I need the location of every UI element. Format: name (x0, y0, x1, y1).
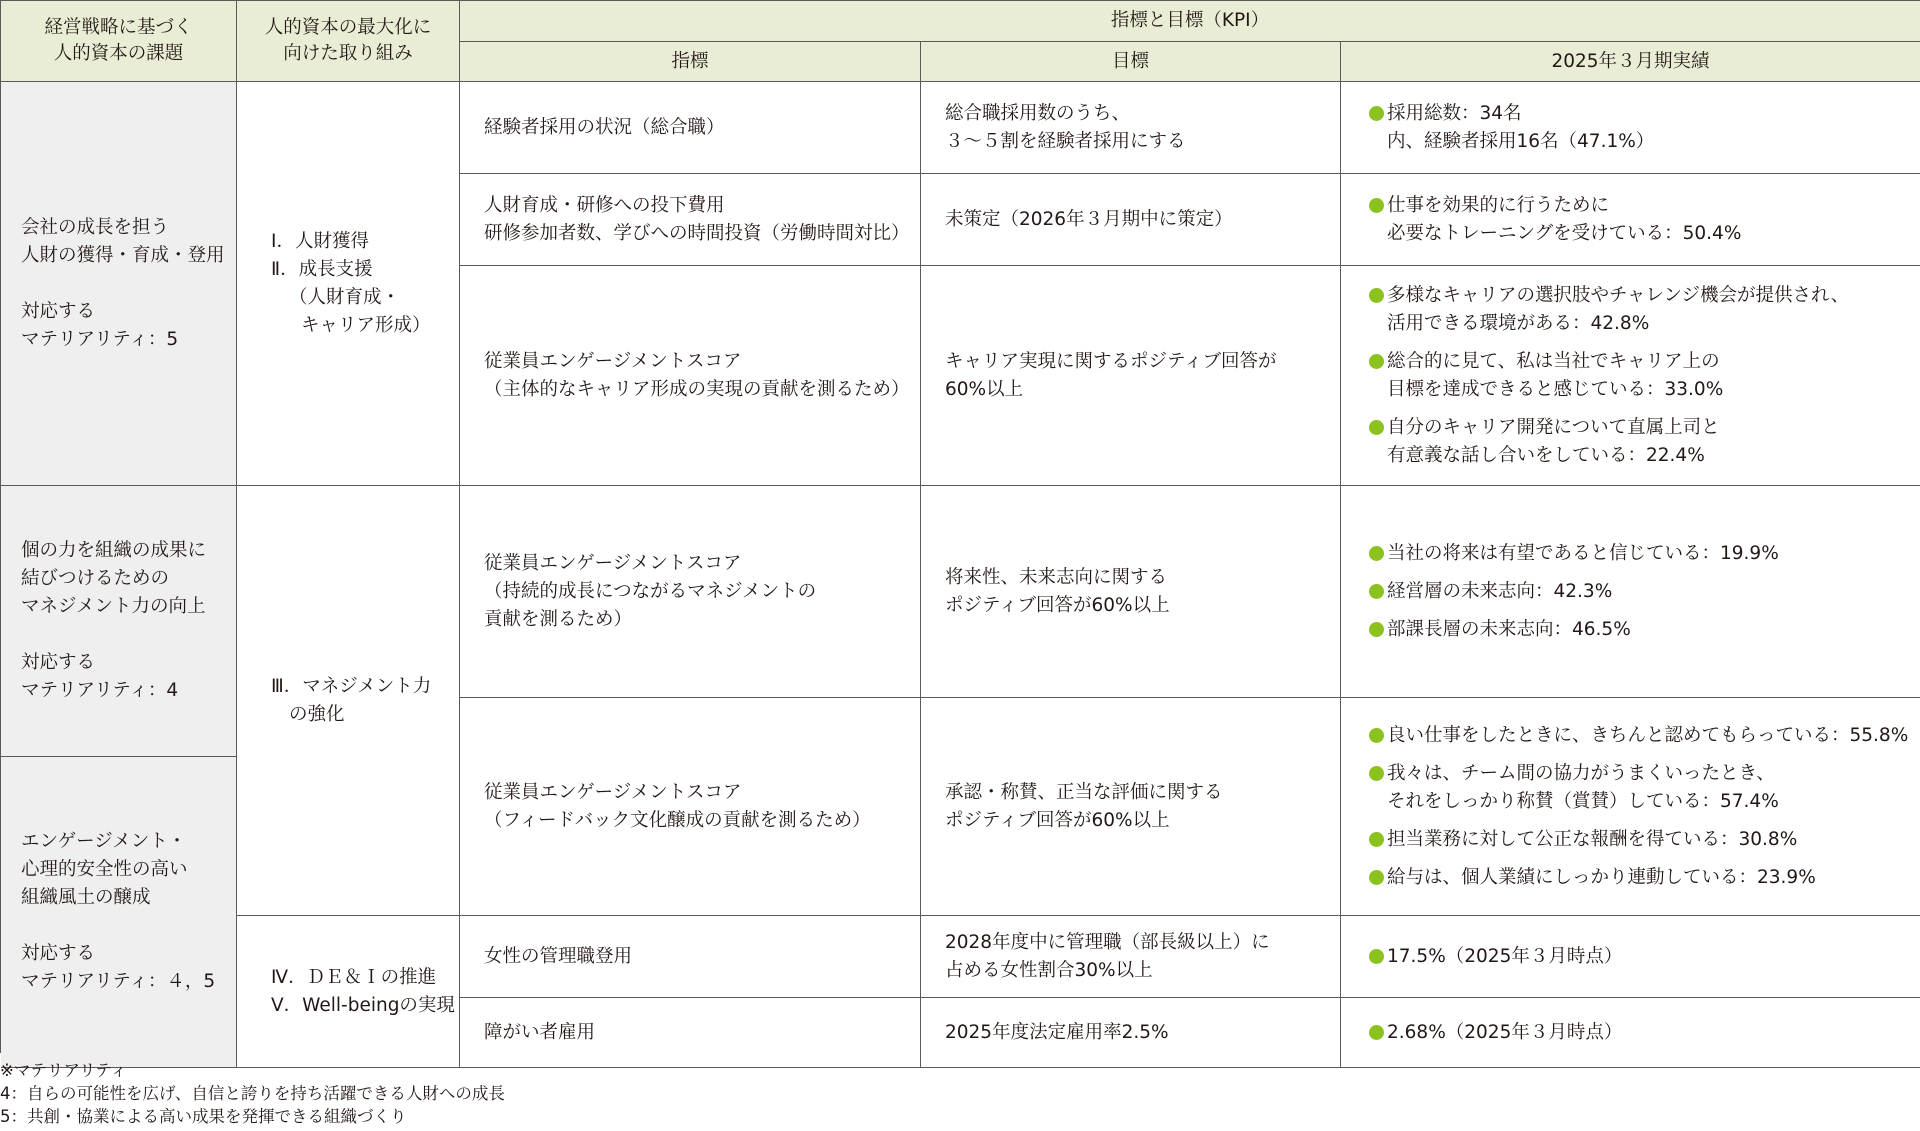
result-item (1369, 192, 1912, 248)
result-line: 採用総数：34名 (1387, 102, 1522, 124)
bullet-dot-icon (1369, 1025, 1384, 1040)
target-line: 承認・称賛、正当な評価に関する (945, 781, 1223, 803)
initiative-line: Ⅳ．ＤＥ＆Ｉの推進 (271, 966, 437, 988)
target-cell (921, 698, 1341, 916)
indicator-line: 人財育成・研修への投下費用 (484, 194, 725, 216)
indicator-cell (460, 998, 921, 1068)
challenge-line: エンゲージメント・ (21, 831, 187, 852)
indicator-line: 従業員エンゲージメントスコア (484, 781, 742, 803)
challenge-line: 会社の成長を担う (21, 216, 170, 238)
materiality-line: マテリアリティ：5 (21, 328, 179, 350)
result-line: 仕事を効果的に行うために (1387, 194, 1610, 216)
result-item (1369, 943, 1912, 971)
indicator-line: 経験者採用の状況（総合職） (484, 116, 725, 138)
target-line: ポジティブ回答が60%以上 (945, 594, 1170, 616)
header-target (921, 42, 1341, 82)
result-item (1369, 1019, 1912, 1047)
challenge-line: 心理的安全性の高い (21, 859, 188, 880)
result-line: 自分のキャリア開発について直属上司と (1387, 416, 1720, 438)
materiality-line: 対応する (21, 943, 96, 964)
target-cell (921, 486, 1341, 698)
indicator-line: 従業員エンゲージメントスコア (484, 350, 742, 372)
bullet-dot-icon (1369, 288, 1384, 303)
result-line: 我々は、チーム間の協力がうまくいったとき、 (1387, 762, 1775, 784)
header-line: 指標 (671, 50, 709, 72)
result-cell (1341, 266, 1920, 486)
result-item (1369, 578, 1912, 606)
indicator-cell (460, 486, 921, 698)
header-line: 人的資本の最大化に (264, 17, 432, 38)
result-item (1369, 540, 1912, 568)
result-line: 内、経験者採用16名（47.1%） (1387, 130, 1655, 152)
target-cell (921, 266, 1341, 486)
result-line: 給与は、個人業績にしっかり連動している：23.9% (1387, 866, 1816, 888)
target-cell (921, 82, 1341, 174)
indicator-line: 研修参加者数、学びへの時間投資（労働時間対比） (484, 222, 910, 244)
target-line: 60%以上 (945, 378, 1024, 400)
result-line: 部課長層の未来志向：46.5% (1387, 618, 1631, 640)
header-line: 向けた取り組み (283, 43, 413, 64)
bullet-dot-icon (1369, 420, 1384, 435)
result-item (1369, 760, 1912, 816)
bullet-dot-icon (1369, 728, 1384, 743)
footnote (0, 1059, 505, 1128)
result-line: 活用できる環境がある：42.8% (1387, 312, 1650, 334)
indicator-cell (460, 266, 921, 486)
header-line: 2025年３月期実績 (1551, 50, 1710, 72)
result-line: 2.68%（2025年３月時点） (1387, 1021, 1623, 1043)
result-line: 17.5%（2025年３月時点） (1387, 945, 1623, 967)
initiative-line: キャリア形成） (301, 314, 431, 336)
initiative-line: Ⅴ．Well-beingの実現 (271, 994, 455, 1016)
indicator-cell (460, 174, 921, 266)
challenge-cell (1, 757, 237, 1068)
result-cell (1341, 82, 1920, 174)
result-cell (1341, 174, 1920, 266)
bullet-dot-icon (1369, 766, 1384, 781)
result-item (1369, 348, 1912, 404)
initiative-line: Ⅰ．人財獲得 (271, 230, 369, 252)
challenge-cell (1, 82, 237, 486)
header-challenge (1, 1, 237, 82)
target-line: ３～５割を経験者採用にする (945, 130, 1186, 152)
indicator-cell (460, 698, 921, 916)
indicator-line: （主体的なキャリア形成の実現の貢献を測るため） (484, 378, 910, 400)
result-line: 良い仕事をしたときに、きちんと認めてもらっている：55.8% (1387, 724, 1909, 746)
initiative-line: Ⅱ．成長支援 (271, 258, 373, 280)
result-line: 有意義な話し合いをしている：22.4% (1387, 444, 1705, 466)
target-cell (921, 174, 1341, 266)
target-line: ポジティブ回答が60%以上 (945, 809, 1170, 831)
bullet-dot-icon (1369, 949, 1384, 964)
materiality-line: 対応する (21, 652, 96, 673)
target-line: 2028年度中に管理職（部長級以上）に (945, 931, 1270, 953)
result-item (1369, 826, 1912, 854)
indicator-line: （持続的成長につながるマネジメントの (484, 580, 817, 602)
challenge-line: マネジメント力の向上 (21, 596, 206, 617)
bullet-dot-icon (1369, 584, 1384, 599)
result-item (1369, 722, 1912, 750)
bullet-dot-icon (1369, 870, 1384, 885)
initiative-cell (237, 916, 460, 1068)
challenge-line: 結びつけるための (21, 568, 170, 589)
result-item (1369, 282, 1912, 338)
result-cell (1341, 916, 1920, 998)
initiative-line: （人財育成・ (289, 286, 401, 308)
target-line: 2025年度法定雇用率2.5% (945, 1021, 1169, 1043)
result-cell (1341, 486, 1920, 698)
header-kpi-group (460, 1, 1920, 42)
result-line: 目標を達成できると感じている：33.0% (1387, 378, 1724, 400)
indicator-line: 従業員エンゲージメントスコア (484, 552, 742, 574)
target-cell (921, 998, 1341, 1068)
indicator-cell (460, 916, 921, 998)
bullet-dot-icon (1369, 354, 1384, 369)
result-item (1369, 864, 1912, 892)
challenge-line: 組織風土の醸成 (21, 887, 151, 908)
result-line: それをしっかり称賛（賞賛）している：57.4% (1387, 790, 1779, 812)
result-line: 多様なキャリアの選択肢やチャレンジ機会が提供され、 (1387, 284, 1850, 306)
result-item (1369, 616, 1912, 644)
target-line: 未策定（2026年３月期中に策定） (945, 208, 1233, 230)
materiality-line: マテリアリティ：４，5 (21, 971, 216, 992)
initiative-line: Ⅲ．マネジメント力 (271, 675, 432, 697)
result-line: 総合的に見て、私は当社でキャリア上の (1387, 350, 1720, 372)
bullet-dot-icon (1369, 106, 1384, 121)
bullet-dot-icon (1369, 832, 1384, 847)
result-line: 必要なトレーニングを受けている：50.4% (1387, 222, 1742, 244)
bullet-dot-icon (1369, 546, 1384, 561)
challenge-cell (1, 486, 237, 757)
header-indicator (460, 42, 921, 82)
result-line: 担当業務に対して公正な報酬を得ている：30.8% (1387, 828, 1798, 850)
target-line: キャリア実現に関するポジティブ回答が (945, 350, 1277, 372)
result-cell (1341, 998, 1920, 1068)
indicator-line: 女性の管理職登用 (484, 945, 633, 967)
result-item (1369, 414, 1912, 470)
result-item (1369, 100, 1912, 156)
target-line: 占める女性割合30%以上 (945, 959, 1153, 981)
initiative-cell (237, 486, 460, 916)
materiality-line: マテリアリティ：4 (21, 680, 179, 701)
header-result (1341, 42, 1920, 82)
target-line: 総合職採用数のうち、 (945, 102, 1131, 124)
header-line: 人的資本の課題 (53, 43, 184, 64)
header-line: 指標と目標（KPI） (1110, 10, 1270, 31)
initiative-cell (237, 82, 460, 486)
indicator-line: 障がい者雇用 (484, 1021, 596, 1043)
footnote-title: ※マテリアリティ (0, 1061, 128, 1080)
footnote-item: 4：自らの可能性を広げ、自信と誇りを持ち活躍できる人財への成長 (0, 1084, 505, 1103)
header-initiative (237, 1, 460, 82)
indicator-line: 貢献を測るため） (484, 608, 633, 630)
challenge-line: 個の力を組織の成果に (21, 540, 207, 561)
materiality-line: 対応する (21, 300, 96, 322)
target-line: 将来性、未来志向に関する (945, 566, 1168, 588)
initiative-line: の強化 (289, 703, 345, 725)
header-line: 目標 (1111, 50, 1149, 72)
indicator-cell (460, 82, 921, 174)
indicator-line: （フィードバック文化醸成の貢献を測るため） (484, 809, 871, 831)
challenge-line: 人財の獲得・育成・登用 (21, 244, 225, 266)
header-line: 経営戦略に基づく (44, 17, 193, 38)
footnote-item: 5：共創・協業による高い成果を発揮できる組織づくり (0, 1107, 407, 1126)
result-line: 経営層の未来志向：42.3% (1387, 580, 1613, 602)
result-cell (1341, 698, 1920, 916)
bullet-dot-icon (1369, 198, 1384, 213)
target-cell (921, 916, 1341, 998)
result-line: 当社の将来は有望であると信じている：19.9% (1387, 542, 1779, 564)
bullet-dot-icon (1369, 622, 1384, 637)
